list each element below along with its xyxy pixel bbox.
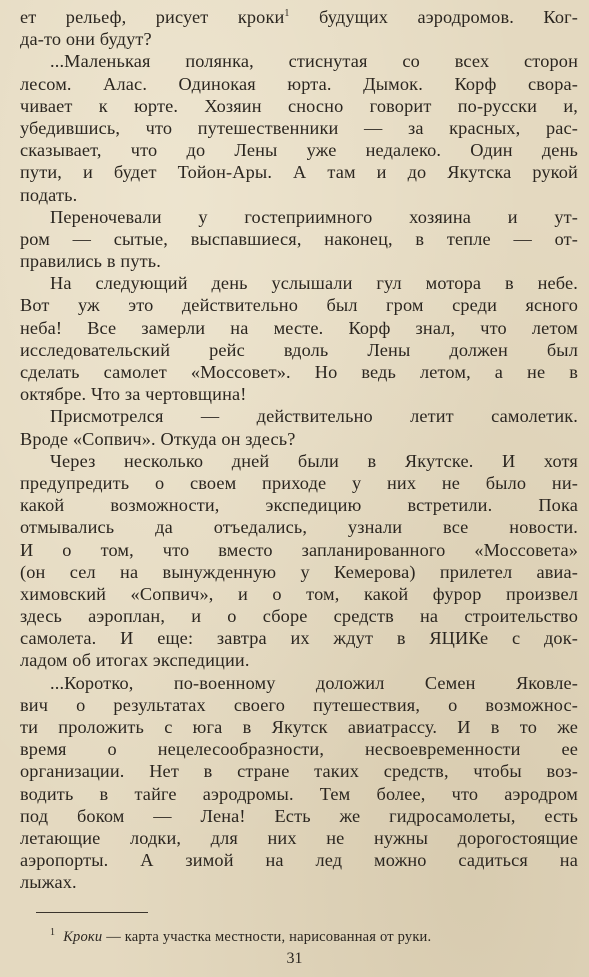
page-number: 31 [286,950,303,967]
text-line-content: водить в тайге аэродромы. Тем более, что аэродром [20,783,578,804]
body-text [20,6,578,894]
text-line [20,539,578,561]
text-line [20,206,578,228]
footnote-mark: 1 [50,927,56,938]
footnote-reference: 1 [284,7,290,19]
text-line-content: подать. [20,184,78,205]
text-line-content: сказывает, что до Лены уже недалеко. Один день [20,140,578,161]
text-line-content: здесь аэроплан, и о сборе средств на строительство [20,606,578,627]
text-line [20,73,578,95]
text-line-content: лыжах. [20,872,77,893]
text-line [20,383,578,405]
footnote-term: Кроки [63,928,103,945]
text-line [20,827,578,849]
text-line-content: сделать самолет «Моссовет». Но ведь летом, а не в [20,362,578,382]
text-line [20,605,578,627]
text-line [20,627,578,649]
text-line-content: пути, и будет Тойон-Ары. А там и до Якутска рукой [20,162,578,183]
text-line [20,405,578,427]
text-line [20,716,578,738]
text-line-content: ет рельеф, рисует кроки [20,7,285,27]
text-line [20,361,578,383]
text-line-content: октябре. Что за чертовщина! [20,384,247,405]
text-line [20,428,578,450]
text-line-content: самолета. И еще: завтра их ждут в ЯЦИКе с док- [20,628,578,649]
text-line-content: И о том, что вместо запланированного «Моссовета» [20,539,578,560]
text-line-content: (он сел на вынужденную у Кемерова) прилетел авиа- [20,561,578,582]
text-line-content: лесом. Алас. Одинокая юрта. Дымок. Корф свора- [20,73,578,94]
text-line-content: время о нецелесообразности, несвоевременности ее [20,739,578,760]
text-line [20,561,578,583]
text-line-content: ти проложить с юга в Якутск авиатрассу. И в то же [20,717,578,737]
text-line [20,694,578,716]
text-line-content: да-то они будут? [20,29,152,50]
text-line [20,516,578,538]
text-line-content: ...Маленькая полянка, стиснутая со всех сторон [50,51,578,72]
text-line-content: ром — сытые, выспавшиеся, наконец, в тепле — от- [20,228,578,249]
text-line-content: Присмотрелся — действительно летит самолетик. [50,406,578,427]
text-line-content: Вроде «Сопвич». Откуда он здесь? [20,428,296,449]
text-line [20,583,578,605]
text-line [20,294,578,316]
text-line [20,161,578,183]
text-line-content: Переночевали у гостеприимного хозяина и ут- [50,206,578,227]
text-line [20,849,578,871]
footnote [50,924,431,946]
text-line-content: отмывались да отъедались, узнали все новости. [20,517,578,538]
text-line-content: предупредить о своем приходе у них не было ни- [20,472,578,493]
footnote-definition: — карта участка местности, нарисованная от руки. [102,928,432,945]
text-line-content: правились в путь. [20,251,161,272]
text-line [20,117,578,139]
text-line [20,805,578,827]
text-line-content: ладом об итогах экспедиции. [20,650,250,671]
text-line [20,228,578,250]
text-line-content: вич о результатах своего путешествия, о возможнос- [20,694,578,715]
text-line [20,450,578,472]
text-line [20,139,578,161]
text-line-content: под боком — Лена! Есть же гидросамолеты, есть [20,805,578,826]
text-line [20,672,578,694]
text-line [20,649,578,671]
text-line-content: химовский «Сопвич», и о том, какой фурор произвел [20,583,578,604]
text-line [20,760,578,782]
text-line-content: ...Коротко, по-военному доложил Семен Яковле- [50,672,578,693]
text-line-content: На следующий день услышали гул мотора в небе. [50,273,578,294]
text-line [20,250,578,272]
text-line-content: убедившись, что путешественники — за красных, рас- [20,117,578,138]
text-line-content: исследовательский рейс вдоль Лены должен был [20,339,578,360]
text-line [20,339,578,361]
text-line-content: летающие лодки, для них не нужны дорогостоящие [20,827,578,848]
text-line [20,28,578,50]
text-line [20,472,578,494]
text-line [20,738,578,760]
text-line [20,50,578,72]
text-line-content: Вот уж это действительно был гром среди ясного [20,295,578,316]
text-line-content: какой возможности, экспедицию встретили. Пока [20,495,578,516]
text-line [20,494,578,516]
text-line [20,317,578,339]
text-line [20,184,578,206]
text-line-content: Через несколько дней были в Якутске. И хотя [50,450,578,471]
text-line [20,272,578,294]
text-line [20,871,578,893]
footnote-divider [36,912,148,913]
text-line-content: аэропорты. А зимой на лед можно садиться на [20,850,578,871]
text-line [20,6,578,28]
text-line-continuation: будущих аэродромов. Ког- [289,7,578,27]
text-line [20,783,578,805]
text-line-content: неба! Все замерли на месте. Корф знал, что летом [20,317,578,338]
text-line-content: чивает к юрте. Хозяин сносно говорит по-русски и, [20,95,578,116]
text-line [20,95,578,117]
text-line-content: организации. Нет в стране таких средств, чтобы воз- [20,761,578,782]
